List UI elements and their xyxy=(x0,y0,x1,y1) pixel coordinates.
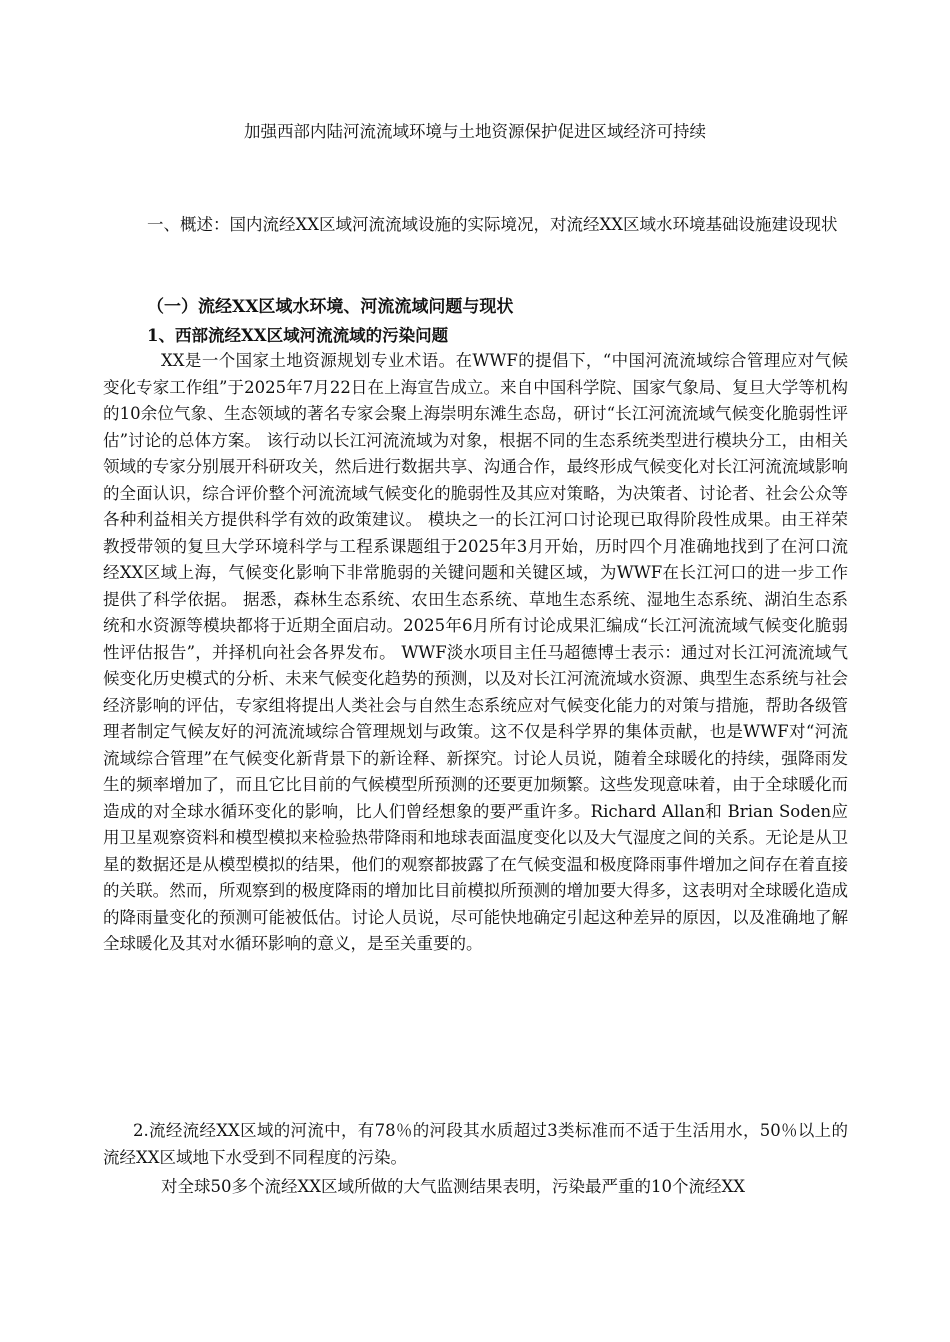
main-paragraph: XX是一个国家土地资源规划专业术语。在WWF的提倡下，“中国河流流域综合管理应对气候变化专家工作组”于2025年7月22日在上海宣告成立。来自中国科学院、国家气象局、复旦大学等机构的10余位气象、生态领域的著名专家会聚上海崇明东滩生态岛，研讨“长江河流流域气候变化脆弱性评估”讨论的总体方案。 该行动以长江河流流域为对象，根据不同的生态系统类型进行模块分工，由相关领域的专家分别展开科研攻关，然后进行数据共享、沟通合作，最终形成气候变化对长江河流流域影响的全面认识，综合评价整个河流流域气候变化的脆弱性及其应对策略，为决策者、讨论者、社会公众等各种利益相关方提供科学有效的政策建议。 模块之一的长江河口讨论现已取得阶段性成果。由王祥荣教授带领的复旦大学环境科学与工程系课题组于2025年3月开始，历时四个月准确地找到了在河口流经XX区域上海，气候变化影响下非常脆弱的关键问题和关键区域，为WWF在长江河口的进一步工作提供了科学依据。 据悉，森林生态系统、农田生态系统、草地生态系统、湿地生态系统、湖泊生态系统和水资源等模块都将于近期全面启动。2025年6月所有讨论成果汇编成“长江河流流域气候变化脆弱性评估报告”，并择机向社会各界发布。 WWF淡水项目主任马超德博士表示：通过对长江河流流域气候变化历史模式的分析、未来气候变化趋势的预测，以及对长江河流流域水资源、典型生态系统与社会经济影响的评估，专家组将提出人类社会与自然生态系统应对气候变化能力的对策与措施，帮助各级管理者制定气候友好的河流流域综合管理规划与政策。这不仅是科学界的集体贡献，也是WWF对“河流流域综合管理”在气候变化新背景下的新诠释、新探究。讨论人员说，随着全球暖化的持续，强降雨发生的频率增加了，而且它比目前的气候模型所预测的还要更加频繁。这些发现意味着，由于全球暖化而造成的对全球水循环变化的影响，比人们曾经想象的要严重许多。Richard Allan和 Brian Soden应用卫星观察资料和模型模拟来检验热带降雨和地球表面温度变化以及大气湿度之间的关系。无论是从卫星的数据还是从模型模拟的结果，他们的观察都披露了在气候变温和极度降雨事件增加之间存在着直接的关联。然而，所观察到的极度降雨的增加比目前模拟所预测的增加要大得多，这表明对全球暖化造成的降雨量变化的预测可能被低估。讨论人员说，尽可能快地确定引起这种差异的原因，以及准确地了解全球暖化及其对水循环影响的意义，是至关重要的。 xyxy=(103,351,848,953)
item-two-paragraph: 2.流经流经XX区域的河流中，有78％的河段其水质超过3类标准而不适于生活用水，50％以上的流经XX区域地下水受到不同程度的污染。 xyxy=(103,1121,848,1167)
document-title: 加强西部内陆河流流域环境与土地资源保护促进区域经济可持续 xyxy=(244,122,706,141)
overview-paragraph: 一、概述：国内流经XX区域河流流域设施的实际境况，对流经XX区域水环境基础设施建设现状 xyxy=(147,215,838,234)
tail-paragraph: 对全球50多个流经XX区域所做的大气监测结果表明，污染最严重的10个流经XX xyxy=(161,1177,745,1196)
section-heading: （一）流经XX区域水环境、河流流域问题与现状 xyxy=(147,297,514,317)
sub-heading: 1、西部流经XX区域河流流域的污染问题 xyxy=(147,326,449,345)
